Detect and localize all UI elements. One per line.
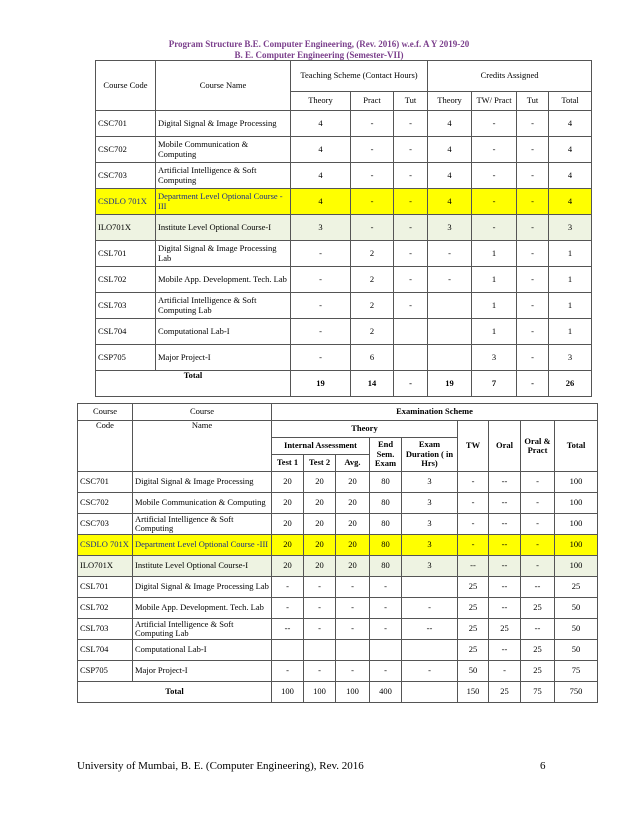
exam-total-op-cell: 75 (521, 682, 555, 703)
exam-t2-cell: 20 (304, 556, 336, 577)
c-total-cell: 1 (549, 267, 592, 293)
course-name-cell: Institute Level Optional Course-I (156, 215, 291, 241)
exam-tw-cell: 25 (458, 640, 489, 661)
course-code-cell: CSL704 (96, 319, 156, 345)
pract-cell: - (351, 137, 394, 163)
exam-course-name-cell: Artificial Intelligence & Soft Computing Lab (133, 619, 272, 640)
exam-total-oral-cell: 25 (489, 682, 521, 703)
c-twpract-cell: - (472, 137, 517, 163)
teaching-total-row (96, 371, 592, 397)
pract-cell: - (351, 189, 394, 215)
exam-tw-cell: 50 (458, 661, 489, 682)
pract-cell: 6 (351, 345, 394, 371)
teaching-row (96, 137, 592, 163)
course-code-cell: CSP705 (96, 345, 156, 371)
exam-avg-cell (336, 640, 370, 661)
exam-total-cell: 50 (555, 640, 598, 661)
c-theory-cell (428, 345, 472, 371)
exam-course-code-cell: CSL701 (78, 577, 133, 598)
total-theory-cell: 19 (291, 371, 351, 397)
pract-cell: - (351, 111, 394, 137)
exam-total-total-cell: 750 (555, 682, 598, 703)
exam-op-cell: - (521, 535, 555, 556)
exam-oral-cell: -- (489, 535, 521, 556)
exam-row (78, 577, 598, 598)
exam-end-cell: 80 (370, 514, 402, 535)
exam-tw-cell: 25 (458, 577, 489, 598)
exam-end-cell: - (370, 619, 402, 640)
exam-dur-cell (402, 577, 458, 598)
exam-avg-cell: - (336, 598, 370, 619)
c-twpract-cell: - (472, 189, 517, 215)
exam-t1-cell: 20 (272, 535, 304, 556)
exam-op-cell: 25 (521, 598, 555, 619)
c-twpract-cell: - (472, 163, 517, 189)
exam-t2-cell: 20 (304, 493, 336, 514)
exam-total-tw-cell: 150 (458, 682, 489, 703)
exam-total-cell: 100 (555, 514, 598, 535)
tut-cell: - (394, 293, 428, 319)
exam-end-cell (370, 640, 402, 661)
total-c-total-cell: 26 (549, 371, 592, 397)
exam-end-cell: 80 (370, 493, 402, 514)
exam-course-name-cell: Mobile App. Development. Tech. Lab (133, 598, 272, 619)
teaching-row (96, 189, 592, 215)
exam-total-label-cell: Total (78, 682, 272, 703)
header-avg: Avg. (336, 455, 370, 472)
exam-row (78, 472, 598, 493)
exam-course-code-cell: ILO701X (78, 556, 133, 577)
theory-cell: - (291, 319, 351, 345)
exam-avg-cell: - (336, 619, 370, 640)
course-name-cell: Artificial Intelligence & Soft Computing Lab (156, 293, 291, 319)
header-exam-duration: Exam Duration ( in Hrs) (402, 438, 458, 472)
exam-oral-cell: -- (489, 514, 521, 535)
c-twpract-cell: 1 (472, 267, 517, 293)
pract-cell: 2 (351, 319, 394, 345)
c-total-cell: 4 (549, 111, 592, 137)
exam-course-name-cell: Mobile Communication & Computing (133, 493, 272, 514)
exam-dur-cell: 3 (402, 556, 458, 577)
c-theory-cell: 4 (428, 189, 472, 215)
c-tut-cell: - (517, 319, 549, 345)
pract-cell: - (351, 163, 394, 189)
theory-cell: 3 (291, 215, 351, 241)
exam-t1-cell: 20 (272, 514, 304, 535)
exam-t1-cell: - (272, 598, 304, 619)
course-name-cell: Major Project-I (156, 345, 291, 371)
exam-total-cell: 25 (555, 577, 598, 598)
exam-end-cell: - (370, 661, 402, 682)
header-code: Code (78, 421, 133, 472)
page-number: 6 (540, 760, 546, 772)
teaching-row (96, 111, 592, 137)
header-oral-pract: Oral & Pract (521, 421, 555, 472)
exam-tw-cell: 25 (458, 619, 489, 640)
header-credit-theory: Theory (428, 92, 472, 111)
tut-cell: - (394, 215, 428, 241)
exam-avg-cell: 20 (336, 535, 370, 556)
header-exam-theory: Theory (272, 421, 458, 438)
exam-avg-cell: 20 (336, 514, 370, 535)
c-theory-cell: - (428, 267, 472, 293)
exam-avg-cell: 20 (336, 472, 370, 493)
header-course-2: Course (133, 404, 272, 421)
exam-total-cell: 100 (555, 493, 598, 514)
course-name-cell: Digital Signal & Image Processing (156, 111, 291, 137)
exam-row (78, 514, 598, 535)
exam-oral-cell: - (489, 661, 521, 682)
exam-end-cell: 80 (370, 535, 402, 556)
exam-row (78, 661, 598, 682)
course-name-cell: Mobile App. Development. Tech. Lab (156, 267, 291, 293)
exam-oral-cell: -- (489, 640, 521, 661)
header-exam-total: Total (555, 421, 598, 472)
exam-op-cell: 25 (521, 640, 555, 661)
exam-course-name-cell: Artificial Intelligence & Soft Computing (133, 514, 272, 535)
c-tut-cell: - (517, 189, 549, 215)
course-code-cell: CSDLO 701X (96, 189, 156, 215)
header-credit-total: Total (549, 92, 592, 111)
course-code-cell: ILO701X (96, 215, 156, 241)
exam-total-end-cell: 400 (370, 682, 402, 703)
theory-cell: - (291, 267, 351, 293)
exam-tw-cell: - (458, 493, 489, 514)
total-tut-cell: - (394, 371, 428, 397)
footer-text: University of Mumbai, B. E. (Computer Engineering), Rev. 2016 (77, 760, 364, 772)
exam-total-cell: 100 (555, 535, 598, 556)
header-internal-assessment: Internal Assessment (272, 438, 370, 455)
header-examination-scheme: Examination Scheme (272, 404, 598, 421)
header-pract: Pract (351, 92, 394, 111)
exam-op-cell: - (521, 514, 555, 535)
exam-course-code-cell: CSC703 (78, 514, 133, 535)
program-title: Program Structure B.E. Computer Engineering, (Rev. 2016) w.e.f. A Y 2019-20 (168, 39, 470, 49)
c-tut-cell: - (517, 345, 549, 371)
exam-course-code-cell: CSL704 (78, 640, 133, 661)
header-tw-pract: TW/ Pract (472, 92, 517, 111)
exam-total-dur-cell (402, 682, 458, 703)
header-course: Course (78, 404, 133, 421)
exam-t1-cell: 20 (272, 556, 304, 577)
course-name-cell: Mobile Communication & Computing (156, 137, 291, 163)
exam-tw-cell: 25 (458, 598, 489, 619)
course-code-cell: CSL702 (96, 267, 156, 293)
exam-tw-cell: - (458, 472, 489, 493)
total-c-theory-cell: 19 (428, 371, 472, 397)
course-name-cell: Artificial Intelligence & Soft Computing (156, 163, 291, 189)
c-total-cell: 4 (549, 163, 592, 189)
c-twpract-cell: - (472, 111, 517, 137)
teaching-row (96, 215, 592, 241)
course-code-cell: CSC702 (96, 137, 156, 163)
exam-t2-cell: 20 (304, 472, 336, 493)
c-total-cell: 1 (549, 241, 592, 267)
exam-t1-cell: - (272, 661, 304, 682)
exam-t1-cell: -- (272, 619, 304, 640)
c-theory-cell: - (428, 241, 472, 267)
course-name-cell: Department Level Optional Course -III (156, 189, 291, 215)
course-code-cell: CSL703 (96, 293, 156, 319)
total-c-tut-cell: - (517, 371, 549, 397)
exam-oral-cell: -- (489, 577, 521, 598)
header-name: Name (133, 421, 272, 472)
exam-total-cell: 75 (555, 661, 598, 682)
tut-cell: - (394, 241, 428, 267)
teaching-row (96, 241, 592, 267)
pract-cell: 2 (351, 241, 394, 267)
exam-op-cell: - (521, 556, 555, 577)
exam-course-name-cell: Computational Lab-I (133, 640, 272, 661)
total-pract-cell: 14 (351, 371, 394, 397)
examination-scheme-table (77, 403, 598, 703)
header-test1: Test 1 (272, 455, 304, 472)
exam-course-code-cell: CSL703 (78, 619, 133, 640)
exam-t2-cell: - (304, 598, 336, 619)
teaching-row (96, 345, 592, 371)
c-tut-cell: - (517, 111, 549, 137)
exam-total-cell: 100 (555, 556, 598, 577)
exam-oral-cell: -- (489, 556, 521, 577)
exam-total-cell: 100 (555, 472, 598, 493)
exam-course-name-cell: Digital Signal & Image Processing (133, 472, 272, 493)
tut-cell: - (394, 137, 428, 163)
exam-t2-cell (304, 640, 336, 661)
course-code-cell: CSC703 (96, 163, 156, 189)
exam-course-code-cell: CSC701 (78, 472, 133, 493)
semester-title: B. E. Computer Engineering (Semester-VII) (234, 50, 404, 60)
c-theory-cell: 4 (428, 137, 472, 163)
exam-end-cell: - (370, 598, 402, 619)
exam-course-code-cell: CSL702 (78, 598, 133, 619)
exam-course-name-cell: Major Project-I (133, 661, 272, 682)
teaching-row (96, 293, 592, 319)
exam-end-cell: 80 (370, 556, 402, 577)
c-twpract-cell: - (472, 215, 517, 241)
c-theory-cell: 4 (428, 163, 472, 189)
course-name-cell: Computational Lab-I (156, 319, 291, 345)
exam-course-code-cell: CSDLO 701X (78, 535, 133, 556)
exam-t1-cell: 20 (272, 472, 304, 493)
exam-t2-cell: - (304, 577, 336, 598)
exam-t1-cell (272, 640, 304, 661)
tut-cell (394, 319, 428, 345)
c-total-cell: 3 (549, 215, 592, 241)
c-tut-cell: - (517, 241, 549, 267)
exam-op-cell: - (521, 493, 555, 514)
teaching-scheme-table (95, 60, 592, 397)
pract-cell: - (351, 215, 394, 241)
teaching-row (96, 163, 592, 189)
header-theory: Theory (291, 92, 351, 111)
course-code-cell: CSC701 (96, 111, 156, 137)
header-credits-assigned: Credits Assigned (428, 61, 592, 92)
theory-cell: - (291, 241, 351, 267)
exam-dur-cell: 3 (402, 535, 458, 556)
exam-total-cell: 50 (555, 619, 598, 640)
exam-row (78, 640, 598, 661)
c-twpract-cell: 3 (472, 345, 517, 371)
exam-oral-cell: -- (489, 472, 521, 493)
exam-oral-cell: -- (489, 598, 521, 619)
theory-cell: 4 (291, 189, 351, 215)
tut-cell: - (394, 111, 428, 137)
exam-dur-cell: -- (402, 619, 458, 640)
c-theory-cell: 4 (428, 111, 472, 137)
exam-t1-cell: 20 (272, 493, 304, 514)
theory-cell: - (291, 345, 351, 371)
exam-tw-cell: -- (458, 556, 489, 577)
exam-dur-cell: 3 (402, 472, 458, 493)
exam-course-code-cell: CSP705 (78, 661, 133, 682)
exam-t2-cell: - (304, 661, 336, 682)
tut-cell: - (394, 163, 428, 189)
pract-cell: 2 (351, 293, 394, 319)
exam-op-cell: 25 (521, 661, 555, 682)
header-test2: Test 2 (304, 455, 336, 472)
exam-t2-cell: 20 (304, 535, 336, 556)
exam-row (78, 493, 598, 514)
exam-dur-cell: 3 (402, 493, 458, 514)
exam-op-cell: - (521, 472, 555, 493)
c-total-cell: 3 (549, 345, 592, 371)
c-total-cell: 1 (549, 293, 592, 319)
header-course-name: Course Name (156, 61, 291, 111)
theory-cell: 4 (291, 111, 351, 137)
header-oral: Oral (489, 421, 521, 472)
exam-row (78, 598, 598, 619)
exam-tw-cell: - (458, 535, 489, 556)
total-c-twpract-cell: 7 (472, 371, 517, 397)
exam-avg-cell: - (336, 661, 370, 682)
exam-t2-cell: 20 (304, 514, 336, 535)
exam-avg-cell: 20 (336, 556, 370, 577)
exam-course-name-cell: Digital Signal & Image Processing Lab (133, 577, 272, 598)
header-course-code: Course Code (96, 61, 156, 111)
teaching-row (96, 267, 592, 293)
c-tut-cell: - (517, 163, 549, 189)
exam-dur-cell: - (402, 661, 458, 682)
c-theory-cell (428, 293, 472, 319)
header-end-sem-exam: End Sem. Exam (370, 438, 402, 472)
c-tut-cell: - (517, 293, 549, 319)
c-twpract-cell: 1 (472, 319, 517, 345)
c-tut-cell: - (517, 137, 549, 163)
tut-cell: - (394, 189, 428, 215)
header-tw: TW (458, 421, 489, 472)
exam-t2-cell: - (304, 619, 336, 640)
c-tut-cell: - (517, 215, 549, 241)
exam-avg-cell: - (336, 577, 370, 598)
exam-row (78, 619, 598, 640)
c-theory-cell: 3 (428, 215, 472, 241)
exam-oral-cell: -- (489, 493, 521, 514)
exam-oral-cell: 25 (489, 619, 521, 640)
course-code-cell: CSL701 (96, 241, 156, 267)
theory-cell: 4 (291, 137, 351, 163)
tut-cell: - (394, 267, 428, 293)
header-tut: Tut (394, 92, 428, 111)
teaching-row (96, 319, 592, 345)
course-name-cell: Digital Signal & Image Processing Lab (156, 241, 291, 267)
exam-course-code-cell: CSC702 (78, 493, 133, 514)
c-theory-cell (428, 319, 472, 345)
tut-cell (394, 345, 428, 371)
exam-op-cell: -- (521, 577, 555, 598)
exam-total-t1-cell: 100 (272, 682, 304, 703)
c-total-cell: 4 (549, 189, 592, 215)
exam-dur-cell: 3 (402, 514, 458, 535)
exam-t1-cell: - (272, 577, 304, 598)
exam-op-cell: -- (521, 619, 555, 640)
c-tut-cell: - (517, 267, 549, 293)
exam-total-row (78, 682, 598, 703)
theory-cell: - (291, 293, 351, 319)
exam-total-avg-cell: 100 (336, 682, 370, 703)
exam-row (78, 535, 598, 556)
c-twpract-cell: 1 (472, 241, 517, 267)
exam-tw-cell: - (458, 514, 489, 535)
pract-cell: 2 (351, 267, 394, 293)
header-credit-tut: Tut (517, 92, 549, 111)
exam-course-name-cell: Department Level Optional Course -III (133, 535, 272, 556)
theory-cell: 4 (291, 163, 351, 189)
c-twpract-cell: 1 (472, 293, 517, 319)
exam-course-name-cell: Institute Level Optional Course-I (133, 556, 272, 577)
exam-avg-cell: 20 (336, 493, 370, 514)
exam-end-cell: 80 (370, 472, 402, 493)
exam-dur-cell: - (402, 598, 458, 619)
exam-total-cell: 50 (555, 598, 598, 619)
header-teaching-scheme: Teaching Scheme (Contact Hours) (291, 61, 428, 92)
exam-row (78, 556, 598, 577)
exam-dur-cell (402, 640, 458, 661)
exam-end-cell: - (370, 577, 402, 598)
total-label-cell: Total (96, 371, 291, 397)
c-total-cell: 1 (549, 319, 592, 345)
exam-total-t2-cell: 100 (304, 682, 336, 703)
c-total-cell: 4 (549, 137, 592, 163)
